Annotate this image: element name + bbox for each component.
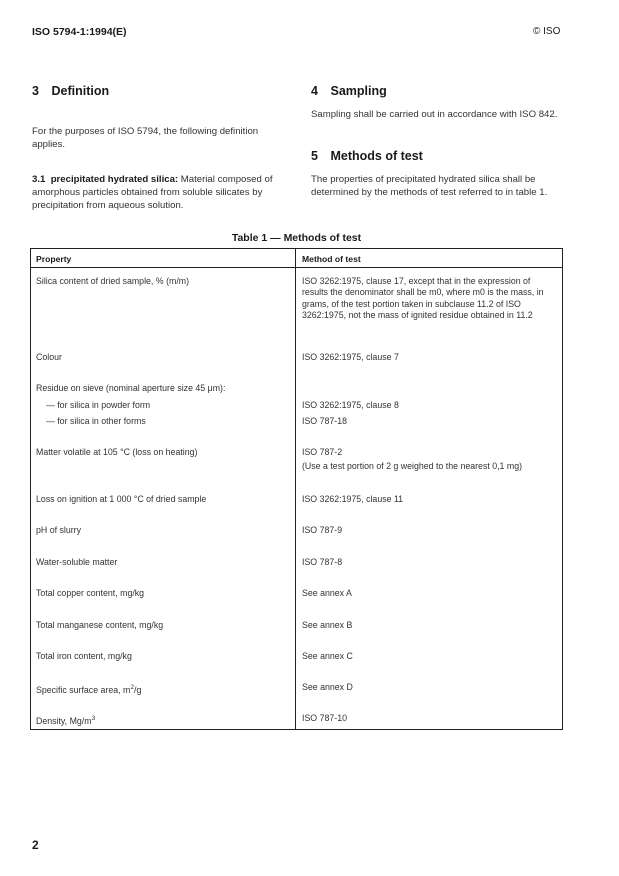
definition-3-1 bbox=[32, 173, 284, 212]
row-residue-sub2-property: — for silica in other forms bbox=[46, 416, 146, 426]
row-copper-method: See annex A bbox=[302, 588, 352, 598]
row-manganese-property: Total manganese content, mg/kg bbox=[36, 620, 164, 630]
document-id: ISO 5794-1:1994(E) bbox=[32, 26, 127, 38]
row-residue-sub1-method: ISO 3262:1975, clause 8 bbox=[302, 400, 399, 410]
section-title: Sampling bbox=[330, 84, 387, 98]
header-divider bbox=[31, 267, 562, 268]
row-density-property bbox=[36, 713, 286, 727]
row-water-method: ISO 787-8 bbox=[302, 557, 343, 567]
density-property-sup: 3 bbox=[91, 715, 96, 722]
row-silica-method: ISO 3262:1975, clause 17, except that in the expression of results the denominator shall be m0, where m0 is the mass, in grams, of the test portion taken in subclause 11.2 of ISO 3262:1975, not the mass of ignited residue obtained in 11.2 bbox=[302, 276, 544, 321]
definition-text: Material composed of amorphous particles obtained from soluble silicates by precipitation from aqueous solution. bbox=[32, 174, 273, 211]
section-number: 3 bbox=[32, 84, 39, 98]
row-volatile-method: ISO 787-2 bbox=[302, 447, 343, 457]
section-number: 5 bbox=[311, 149, 318, 163]
definition-term: precipitated hydrated silica: bbox=[50, 174, 179, 185]
copyright-mark: © ISO bbox=[533, 26, 561, 37]
section-4-heading bbox=[311, 84, 387, 98]
section-title: Definition bbox=[51, 84, 110, 98]
row-volatile-method-note: (Use a test portion of 2 g weighed to the nearest 0,1 mg) bbox=[302, 461, 523, 471]
section-title: Methods of test bbox=[330, 149, 423, 163]
row-iron-property: Total iron content, mg/kg bbox=[36, 651, 132, 661]
row-ignition-property: Loss on ignition at 1 000 °C of dried sample bbox=[36, 494, 207, 504]
row-silica-property: Silica content of dried sample, % (m/m) bbox=[36, 276, 190, 286]
row-surface-property bbox=[36, 682, 286, 696]
sampling-text: Sampling shall be carried out in accordance with ISO 842. bbox=[311, 109, 558, 120]
table-caption: Table 1 — Methods of test bbox=[231, 232, 362, 244]
row-surface-method: See annex D bbox=[302, 682, 353, 692]
section-number: 4 bbox=[311, 84, 318, 98]
row-colour-property: Colour bbox=[36, 352, 62, 362]
density-property-text: Density, Mg/m bbox=[36, 716, 92, 726]
row-manganese-method: See annex B bbox=[302, 620, 353, 630]
column-divider bbox=[295, 249, 296, 729]
row-density-method: ISO 787-10 bbox=[302, 713, 347, 723]
surface-property-text: Specific surface area, m bbox=[36, 685, 131, 695]
row-residue-sub1-property: — for silica in powder form bbox=[46, 400, 151, 410]
definition-number: 3.1 bbox=[32, 174, 46, 185]
row-colour-method: ISO 3262:1975, clause 7 bbox=[302, 352, 399, 362]
row-residue-sub2-method: ISO 787-18 bbox=[302, 416, 347, 426]
definition-intro: For the purposes of ISO 5794, the following definition applies. bbox=[32, 126, 259, 150]
row-ignition-method: ISO 3262:1975, clause 11 bbox=[302, 494, 404, 504]
row-copper-property: Total copper content, mg/kg bbox=[36, 588, 145, 598]
row-water-property: Water-soluble matter bbox=[36, 557, 118, 567]
section-3-heading bbox=[32, 84, 109, 98]
surface-property-sup: 2 bbox=[130, 684, 134, 691]
header-method: Method of test bbox=[302, 254, 361, 264]
section-5-heading bbox=[311, 149, 423, 163]
row-volatile-property: Matter volatile at 105 °C (loss on heating) bbox=[36, 447, 198, 457]
row-residue-property: Residue on sieve (nominal aperture size 45 μm): bbox=[36, 383, 226, 393]
row-ph-method: ISO 787-9 bbox=[302, 525, 343, 535]
row-ph-property: pH of slurry bbox=[36, 525, 81, 535]
row-iron-method: See annex C bbox=[302, 651, 353, 661]
methods-text: The properties of precipitated hydrated silica shall be determined by the methods of test referred to in table 1. bbox=[311, 174, 548, 198]
surface-property-suffix: /g bbox=[134, 685, 142, 695]
page-number: 2 bbox=[32, 838, 39, 852]
header-property: Property bbox=[36, 254, 72, 264]
